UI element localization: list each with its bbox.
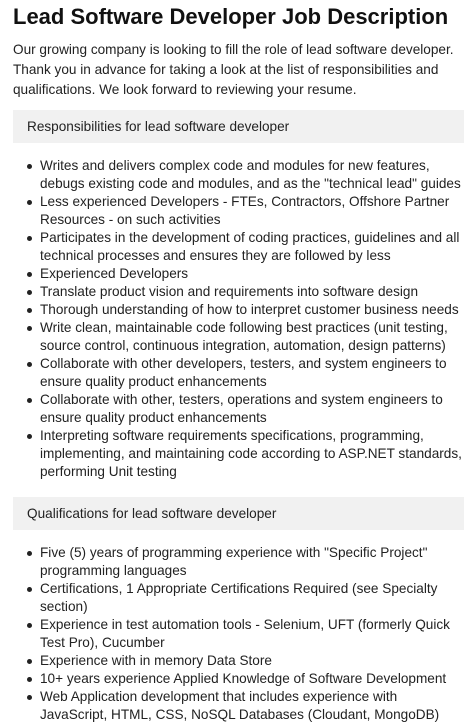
bullet-icon [27, 290, 32, 295]
bullet-icon [27, 695, 32, 700]
list-item-text: Write clean, maintainable code following best practices (unit testing, source control, continuous integration, automation, design patterns) [40, 320, 448, 353]
list-item-text: Interpreting software requirements specifications, programming, implementing, and maintaining code according to ASP.NET standards, performing Unit testing [40, 428, 462, 479]
section-spacer [13, 481, 462, 497]
bullet-icon [27, 623, 32, 628]
responsibilities-heading: Responsibilities for lead software developer [13, 110, 464, 143]
list-item-text: Less experienced Developers - FTEs, Contractors, Offshore Partner Resources - on such activities [40, 194, 450, 227]
list-item-text: Collaborate with other, testers, operations and system engineers to ensure quality product enhancements [40, 392, 443, 425]
bullet-icon [27, 587, 32, 592]
list-item-text: Experienced Developers [40, 266, 189, 281]
list-item-text: Thorough understanding of how to interpret customer business needs [40, 302, 459, 317]
list-item-text: Collaborate with other developers, testers, and system engineers to ensure quality product enhancements [40, 356, 447, 389]
bullet-icon [27, 164, 32, 169]
bullet-icon [27, 308, 32, 313]
list-item-text: Experience in test automation tools - Selenium, UFT (formerly Quick Test Pro), Cucumber [40, 617, 450, 650]
list-item [40, 652, 462, 670]
list-item [40, 616, 462, 652]
list-item-text: Participates in the development of coding practices, guidelines and all technical processes and ensures they are followed by less [40, 230, 460, 263]
list-item [40, 193, 462, 229]
bullet-icon [27, 272, 32, 277]
list-item [40, 580, 462, 616]
bullet-icon [27, 398, 32, 403]
list-item-text: Five (5) years of programming experience with "Specific Project" programming languages [40, 545, 428, 578]
intro-paragraph: Our growing company is looking to fill the role of lead software developer. Thank you in advance for taking a look at the list of responsibilities and qualifications. We look forward to reviewing your resume. [13, 42, 454, 97]
list-item [40, 283, 462, 301]
list-item [40, 355, 462, 391]
list-item-text: Writes and delivers complex code and modules for new features, debugs existing code and modules, and as the "technical lead" guides [40, 158, 461, 191]
bullet-icon [27, 677, 32, 682]
bullet-icon [27, 326, 32, 331]
responsibilities-section [13, 110, 462, 481]
qualifications-heading: Qualifications for lead software developer [13, 497, 464, 530]
list-item [40, 319, 462, 355]
list-item [40, 265, 462, 283]
list-item [40, 301, 462, 319]
bullet-icon [27, 200, 32, 205]
list-item [40, 157, 462, 193]
list-item-text: Translate product vision and requirements into software design [40, 284, 419, 299]
list-item [40, 427, 462, 481]
list-item [40, 688, 462, 724]
list-item [40, 229, 462, 265]
list-item-text: Experience with in memory Data Store [40, 653, 272, 668]
list-item-text: 10+ years experience Applied Knowledge of Software Development [40, 671, 447, 686]
qualifications-section [13, 497, 462, 724]
bullet-icon [27, 434, 32, 439]
list-item-text: Web Application development that includes experience with JavaScript, HTML, CSS, NoSQL Databases (Cloudant, MongoDB) [40, 689, 440, 722]
list-item [40, 391, 462, 427]
bullet-icon [27, 659, 32, 664]
qualifications-list [13, 544, 462, 724]
list-item-text: Certifications, 1 Appropriate Certifications Required (see Specialty section) [40, 581, 438, 614]
list-item [40, 670, 462, 688]
responsibilities-list [13, 157, 462, 481]
bullet-icon [27, 236, 32, 241]
list-item [40, 544, 462, 580]
page-title: Lead Software Developer Job Description [13, 4, 449, 29]
bullet-icon [27, 551, 32, 556]
bullet-icon [27, 362, 32, 367]
